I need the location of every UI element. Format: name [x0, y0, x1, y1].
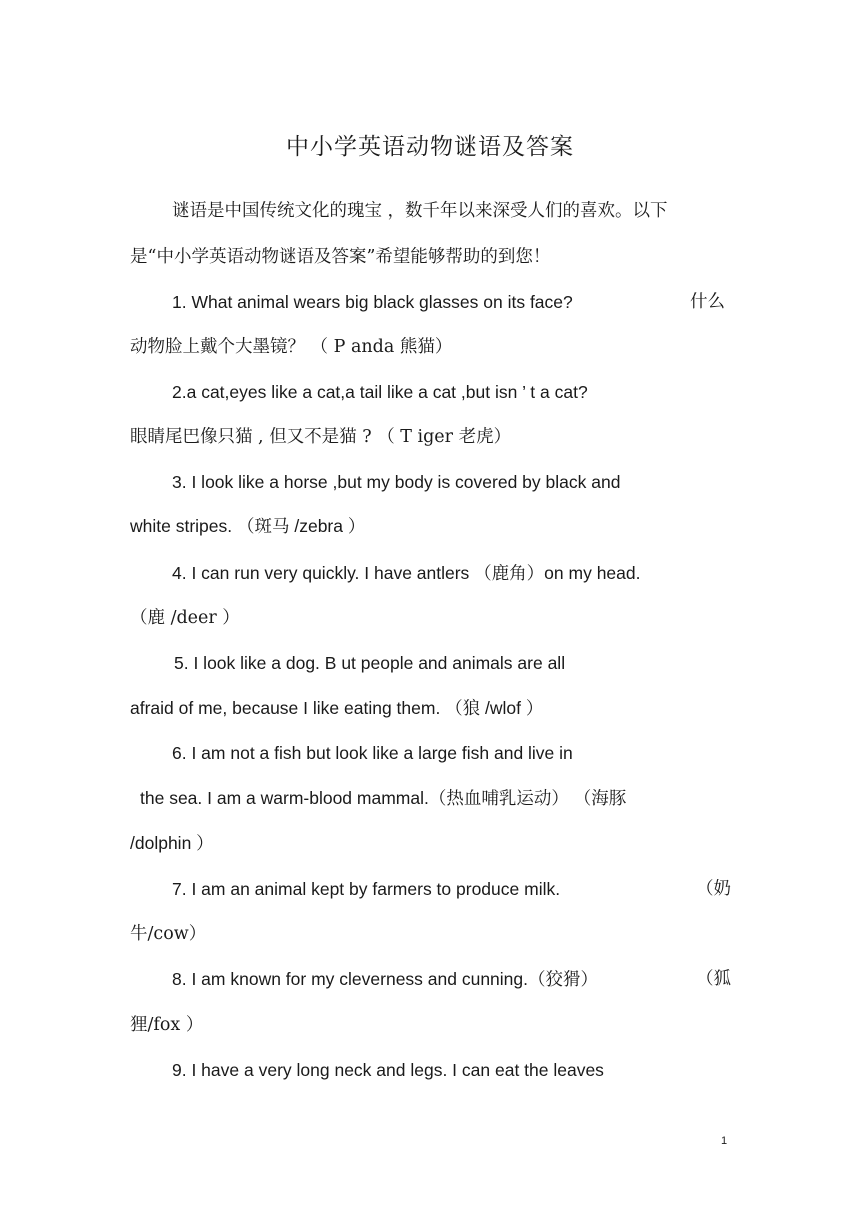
riddle-1-question: 1. What animal wears big black glasses on its face?	[172, 292, 573, 312]
riddle-3-question: 3. I look like a horse ,but my body is covered by black and	[172, 472, 621, 492]
riddle-6-answer: /dolphin ）	[130, 833, 214, 853]
riddle-3-answer: white stripes. （斑马 /zebra ）	[130, 516, 366, 536]
riddle-5-question: 5. I look like a dog. B ut people and animals are all	[174, 653, 566, 673]
riddle-7-question: 7. I am an animal kept by farmers to produce milk.	[172, 879, 561, 899]
intro-line-1: 谜语是中国传统文化的瑰宝 ，数千年以来深受人们的喜欢。以下	[172, 201, 668, 221]
riddle-9-question: 9. I have a very long neck and legs. I can eat the leaves	[172, 1060, 604, 1080]
riddle-8-question: 8. I am known for my cleverness and cunning.（狡猾）	[172, 969, 599, 989]
riddle-7-answer: 牛/cow）	[130, 924, 207, 944]
riddle-7-cn-tail: （奶	[696, 879, 731, 899]
riddle-2-answer: 眼睛尾巴像只猫 , 但又不是猫 ? （ T iger 老虎）	[130, 427, 512, 447]
riddle-4-answer: （鹿 /deer ）	[130, 608, 240, 628]
intro-line-2: 是“中小学英语动物谜语及答案”希望能够帮助的到您！	[130, 247, 551, 267]
riddle-4-question: 4. I can run very quickly. I have antlers （鹿角）on my head.	[172, 563, 641, 583]
riddle-1-answer: 动物脸上戴个大墨镜？ （ P anda 熊猫）	[130, 337, 453, 357]
document-title: 中小学英语动物谜语及答案	[286, 134, 574, 160]
riddle-1-cn-tail: 什么	[690, 292, 725, 312]
page-number: 1	[721, 1135, 728, 1147]
riddle-6-question: 6. I am not a fish but look like a large fish and live in	[172, 743, 573, 763]
riddle-2-question: 2.a cat,eyes like a cat,a tail like a cat ,but isn ’ t a cat?	[172, 382, 588, 402]
riddle-6-question-cont: the sea. I am a warm-blood mammal.（热血哺乳运动） （海豚	[140, 788, 627, 808]
riddle-5-answer: afraid of me, because I like eating them. （狼 /wlof ）	[130, 698, 544, 718]
riddle-8-answer: 狸/fox ）	[130, 1015, 204, 1035]
riddle-8-cn-tail: （狐	[696, 969, 731, 989]
